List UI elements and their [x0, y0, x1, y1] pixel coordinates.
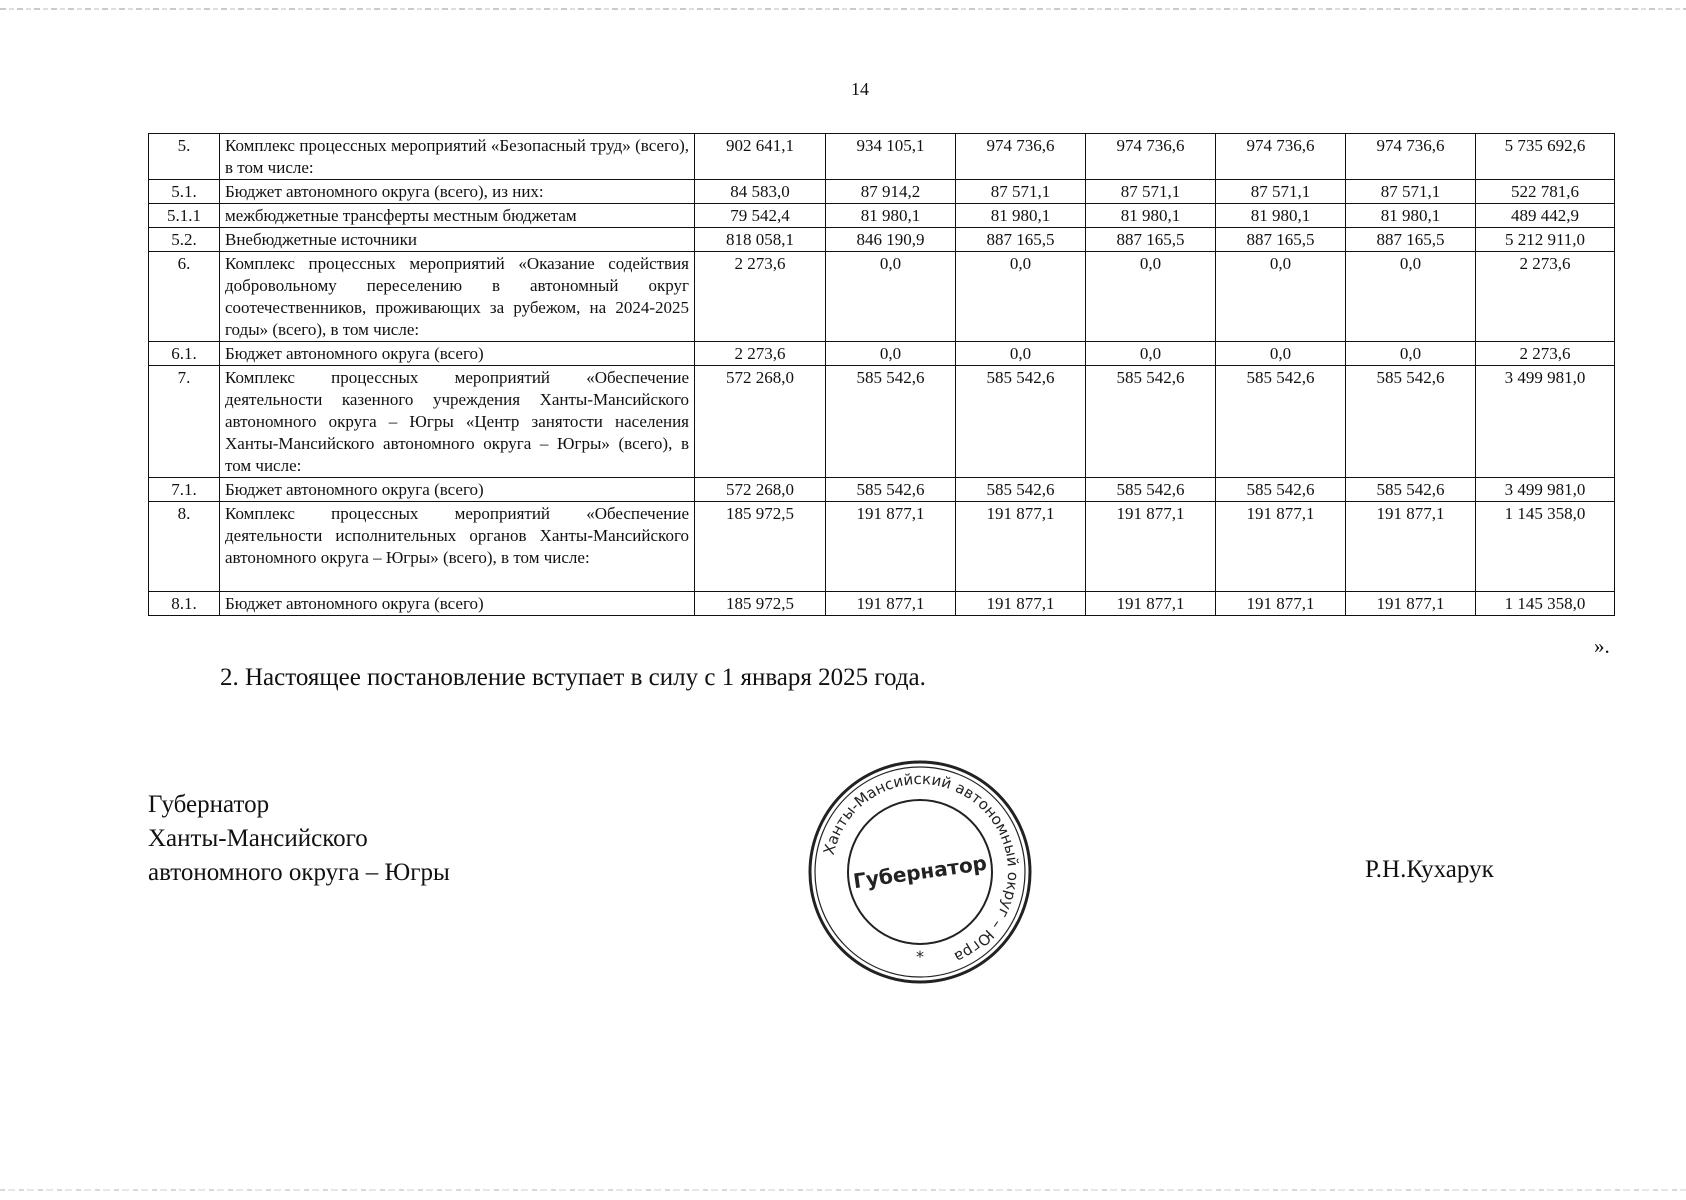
signature-title-line: Ханты-Мансийского: [148, 825, 368, 852]
value-cell: 87 571,1: [1216, 180, 1346, 204]
value-cell: 0,0: [956, 342, 1086, 366]
value-cell: 87 914,2: [826, 180, 956, 204]
row-number: 7.: [149, 366, 220, 478]
value-cell: 585 542,6: [1216, 478, 1346, 502]
value-cell: 902 641,1: [695, 134, 826, 180]
stamp-star: *: [916, 947, 924, 966]
value-cell: 2 273,6: [695, 252, 826, 342]
row-name: Комплекс процессных мероприятий «Оказание содействия добровольному переселению в автономный округ соотечественников, проживающих за рубежом, на 2024-2025 годы» (всего), в том числе:: [220, 252, 695, 342]
official-stamp: [805, 757, 1035, 987]
row-name: Комплекс процессных мероприятий «Обеспечение деятельности казенного учреждения Ханты-Мансийского автономного округа – Югры «Центр занятости населения Ханты-Мансийского автономного округа – Югры» (всего), в том числе:: [220, 366, 695, 478]
budget-table: [148, 133, 1615, 616]
table-row: [149, 204, 1615, 228]
table-row: [149, 252, 1615, 342]
value-cell: 585 542,6: [1346, 366, 1476, 478]
row-number: 5.: [149, 134, 220, 180]
row-name: Бюджет автономного округа (всего): [220, 592, 695, 616]
value-cell: 191 877,1: [1086, 502, 1216, 592]
row-number: 8.: [149, 502, 220, 592]
total-cell: 1 145 358,0: [1476, 502, 1615, 592]
value-cell: 2 273,6: [695, 342, 826, 366]
value-cell: 974 736,6: [956, 134, 1086, 180]
total-cell: 2 273,6: [1476, 252, 1615, 342]
budget-table-body: [149, 134, 1615, 616]
total-cell: 522 781,6: [1476, 180, 1615, 204]
row-number: 6.1.: [149, 342, 220, 366]
value-cell: 87 571,1: [1346, 180, 1476, 204]
value-cell: 191 877,1: [826, 502, 956, 592]
value-cell: 81 980,1: [1216, 204, 1346, 228]
value-cell: 191 877,1: [1216, 502, 1346, 592]
value-cell: 974 736,6: [1086, 134, 1216, 180]
value-cell: 191 877,1: [1216, 592, 1346, 616]
total-cell: 5 212 911,0: [1476, 228, 1615, 252]
value-cell: 0,0: [1216, 252, 1346, 342]
signature-title: [148, 788, 450, 890]
value-cell: 585 542,6: [1086, 366, 1216, 478]
row-number: 5.2.: [149, 228, 220, 252]
closing-quote: ».: [1594, 634, 1610, 658]
signer-name: Р.Н.Кухарук: [1365, 856, 1494, 883]
table-row: [149, 342, 1615, 366]
value-cell: 191 877,1: [1346, 592, 1476, 616]
scan-edge-bottom: [0, 1189, 1686, 1191]
row-number: 5.1.: [149, 180, 220, 204]
row-name: Бюджет автономного округа (всего): [220, 342, 695, 366]
value-cell: 818 058,1: [695, 228, 826, 252]
row-name: Комплекс процессных мероприятий «Безопасный труд» (всего), в том числе:: [220, 134, 695, 180]
row-name: Бюджет автономного округа (всего): [220, 478, 695, 502]
signature-title-line: автономного округа – Югры: [148, 859, 450, 886]
value-cell: 846 190,9: [826, 228, 956, 252]
total-cell: 2 273,6: [1476, 342, 1615, 366]
value-cell: 585 542,6: [826, 366, 956, 478]
table-row: [149, 134, 1615, 180]
row-name: Внебюджетные источники: [220, 228, 695, 252]
table-row: [149, 366, 1615, 478]
value-cell: 0,0: [1086, 252, 1216, 342]
value-cell: 0,0: [1346, 252, 1476, 342]
value-cell: 79 542,4: [695, 204, 826, 228]
value-cell: 934 105,1: [826, 134, 956, 180]
value-cell: 185 972,5: [695, 592, 826, 616]
value-cell: 0,0: [1346, 342, 1476, 366]
row-name: Бюджет автономного округа (всего), из них:: [220, 180, 695, 204]
value-cell: 185 972,5: [695, 502, 826, 592]
value-cell: 81 980,1: [1346, 204, 1476, 228]
row-name: межбюджетные трансферты местным бюджетам: [220, 204, 695, 228]
table-row: [149, 478, 1615, 502]
stamp-ring-text-path: Ханты-Мансийский автономный округ – Югра: [819, 769, 1023, 967]
value-cell: 585 542,6: [956, 366, 1086, 478]
value-cell: 572 268,0: [695, 366, 826, 478]
value-cell: 974 736,6: [1216, 134, 1346, 180]
value-cell: 84 583,0: [695, 180, 826, 204]
value-cell: 81 980,1: [826, 204, 956, 228]
value-cell: 585 542,6: [1346, 478, 1476, 502]
value-cell: 81 980,1: [1086, 204, 1216, 228]
value-cell: 572 268,0: [695, 478, 826, 502]
value-cell: 191 877,1: [1086, 592, 1216, 616]
signature-title-line: Губернатор: [148, 791, 270, 818]
value-cell: 191 877,1: [826, 592, 956, 616]
value-cell: 191 877,1: [956, 592, 1086, 616]
value-cell: 887 165,5: [1346, 228, 1476, 252]
value-cell: 87 571,1: [1086, 180, 1216, 204]
value-cell: 0,0: [956, 252, 1086, 342]
value-cell: 585 542,6: [1086, 478, 1216, 502]
table-row: [149, 502, 1615, 592]
enactment-clause: 2. Настоящее постановление вступает в силу с 1 января 2025 года.: [220, 664, 926, 691]
table-row: [149, 592, 1615, 616]
value-cell: 887 165,5: [1086, 228, 1216, 252]
value-cell: 191 877,1: [1346, 502, 1476, 592]
total-cell: 3 499 981,0: [1476, 366, 1615, 478]
value-cell: 974 736,6: [1346, 134, 1476, 180]
value-cell: 87 571,1: [956, 180, 1086, 204]
table-row: [149, 228, 1615, 252]
row-number: 6.: [149, 252, 220, 342]
value-cell: 887 165,5: [1216, 228, 1346, 252]
total-cell: 1 145 358,0: [1476, 592, 1615, 616]
value-cell: 0,0: [826, 342, 956, 366]
value-cell: 585 542,6: [956, 478, 1086, 502]
value-cell: 0,0: [826, 252, 956, 342]
stamp-center-text: Губернатор: [851, 850, 989, 894]
value-cell: 0,0: [1086, 342, 1216, 366]
value-cell: 887 165,5: [956, 228, 1086, 252]
value-cell: 0,0: [1216, 342, 1346, 366]
total-cell: 5 735 692,6: [1476, 134, 1615, 180]
value-cell: 585 542,6: [1216, 366, 1346, 478]
total-cell: 489 442,9: [1476, 204, 1615, 228]
value-cell: 81 980,1: [956, 204, 1086, 228]
page-number: 14: [851, 79, 869, 99]
value-cell: 191 877,1: [956, 502, 1086, 592]
row-name: Комплекс процессных мероприятий «Обеспечение деятельности исполнительных органов Ханты-Мансийского автономного округа – Югры» (всего), в том числе:: [220, 502, 695, 592]
total-cell: 3 499 981,0: [1476, 478, 1615, 502]
row-number: 8.1.: [149, 592, 220, 616]
row-number: 7.1.: [149, 478, 220, 502]
value-cell: 585 542,6: [826, 478, 956, 502]
table-row: [149, 180, 1615, 204]
row-number: 5.1.1: [149, 204, 220, 228]
scan-edge-top: [0, 8, 1686, 10]
